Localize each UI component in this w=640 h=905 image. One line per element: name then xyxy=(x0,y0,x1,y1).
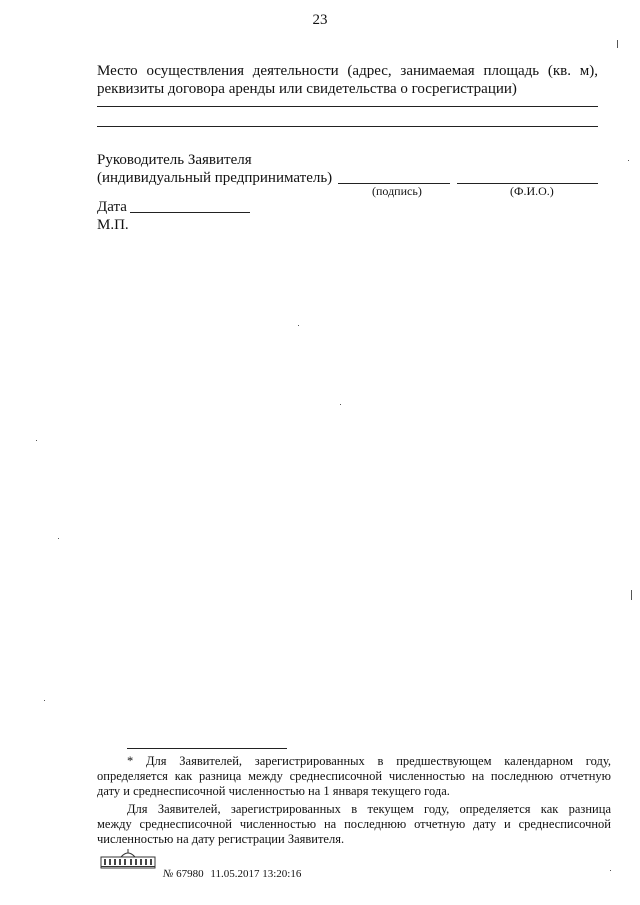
page-number: 23 xyxy=(312,12,328,28)
footnote-p2-line1: Для Заявителей, зарегистрированных в текущем году, определяется как разница xyxy=(127,802,611,816)
location-label-line1: Место осуществления деятельности (адрес, занимаемая площадь (кв. м), xyxy=(97,63,598,79)
scan-speck xyxy=(628,160,629,161)
registration-datetime: 11.05.2017 13:20:16 xyxy=(210,868,302,880)
signature-caption: (подпись) xyxy=(372,184,422,198)
seal-label: М.П. xyxy=(97,217,129,233)
building-emblem-icon xyxy=(99,848,157,870)
footnote-p1-line2: определяется как разница между среднесписочной численностью на последнюю отчетную xyxy=(97,769,611,783)
registration-number-prefix: № xyxy=(163,868,174,880)
scan-speck xyxy=(36,440,37,441)
registration-stamp xyxy=(163,868,301,880)
footnote-p1-line1: * Для Заявителей, зарегистрированных в предшествующем календарном году, xyxy=(127,754,611,768)
location-fill-line-1 xyxy=(97,106,598,107)
registration-number: 67980 xyxy=(176,868,204,880)
applicant-head-title: Руководитель Заявителя xyxy=(97,152,252,168)
name-caption: (Ф.И.О.) xyxy=(510,184,554,198)
scan-speck xyxy=(610,870,611,871)
footnote-separator xyxy=(127,748,287,749)
applicant-head-subtitle: (индивидуальный предприниматель) xyxy=(97,170,333,186)
location-fill-line-2 xyxy=(97,126,598,127)
date-label: Дата xyxy=(97,199,127,215)
scan-speck xyxy=(340,404,341,405)
footnote-p2-line2: между среднесписочной численностью на последнюю отчетную дату и среднесписочной xyxy=(97,817,611,831)
footnote-p1-line3: дату и среднесписочной численностью на 1 января текущего года. xyxy=(97,784,450,798)
location-label-line2: реквизиты договора аренды или свидетельства о госрегистрации) xyxy=(97,81,517,97)
scan-speck xyxy=(58,538,59,539)
footnote-p2-line3: численностью на дату регистрации Заявителя. xyxy=(97,832,345,846)
scan-speck xyxy=(617,40,618,48)
scan-speck xyxy=(298,325,299,326)
scan-speck xyxy=(631,590,632,600)
scan-speck xyxy=(44,700,45,701)
date-line xyxy=(130,212,250,213)
